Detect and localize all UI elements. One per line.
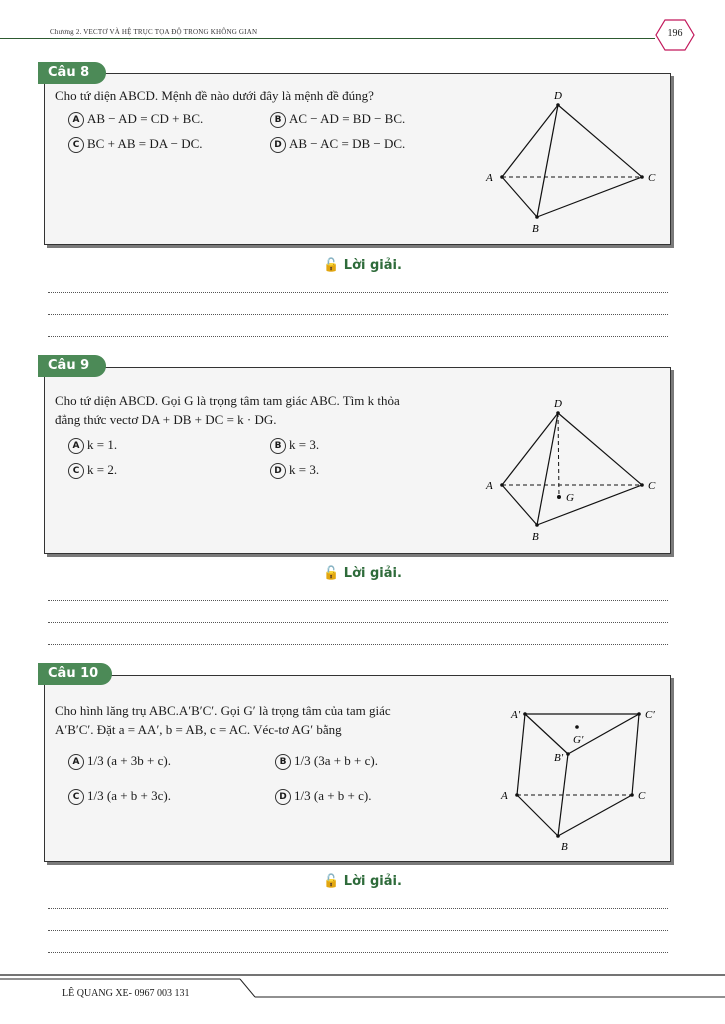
unlock-icon: 🔓	[323, 874, 340, 889]
label-g1: G′	[573, 734, 584, 746]
tetrahedron-figure-9	[480, 393, 660, 548]
vertex-b	[535, 523, 539, 527]
prism-figure-10	[495, 698, 665, 856]
edge-da	[502, 105, 558, 177]
option-text: k = 3.	[289, 437, 320, 452]
vertex-b	[535, 215, 539, 219]
vertex-a1	[523, 712, 527, 716]
option-text: BC + AB = DA − DC.	[87, 136, 203, 151]
solution-label: Lời giải.	[343, 874, 402, 889]
q8-option-a[interactable]	[68, 110, 203, 128]
label-c: C	[648, 480, 656, 492]
page-number: 196	[667, 28, 683, 39]
vertex-c	[640, 483, 644, 487]
edge-da	[502, 413, 558, 485]
answer-line	[48, 930, 668, 931]
label-d: D	[554, 90, 562, 102]
question-9-tag: Câu 9	[38, 355, 106, 377]
option-text: 1/3 (3a + b + c).	[294, 753, 378, 768]
answer-line	[48, 952, 668, 953]
vertex-a	[515, 793, 519, 797]
option-text: 1/3 (a + b + c).	[294, 788, 372, 803]
option-text: k = 2.	[87, 462, 118, 477]
edge-bc	[558, 795, 632, 836]
edge-ab	[517, 795, 558, 836]
solution-label: Lời giải.	[343, 258, 402, 273]
question-8-tag: Câu 8	[38, 62, 106, 84]
option-text: 1/3 (a + b + 3c).	[87, 788, 171, 803]
option-text: k = 1.	[87, 437, 118, 452]
vertex-c1	[637, 712, 641, 716]
answer-line	[48, 908, 668, 909]
question-9-stem-line1: Cho tứ diện ABCD. Gọi G là trọng tâm tam giác ABC. Tìm k thỏa	[55, 393, 400, 408]
chapter-header: Chương 2. VECTƠ VÀ HỆ TRỤC TỌA ĐỘ TRONG KHÔNG GIAN	[50, 28, 258, 36]
q9-option-d[interactable]	[270, 461, 319, 479]
option-badge: C	[68, 789, 84, 805]
edge-ab	[502, 177, 537, 217]
label-a: A	[486, 480, 493, 492]
label-c: C	[648, 172, 656, 184]
q9-option-c[interactable]	[68, 461, 117, 479]
label-c1: C′	[645, 709, 655, 721]
question-10-stem-line1: Cho hình lăng trụ ABC.A′B′C′. Gọi G′ là trọng tâm của tam giác	[55, 703, 391, 718]
answer-line	[48, 600, 668, 601]
footer-author: LÊ QUANG XE- 0967 003 131	[62, 988, 190, 999]
answer-line	[48, 644, 668, 645]
question-9-stem-line2: đẳng thức vectơ DA + DB + DC = k · DG.	[55, 412, 277, 427]
q9-option-a[interactable]	[68, 436, 117, 454]
vertex-a	[500, 483, 504, 487]
solution-label: Lời giải.	[343, 566, 402, 581]
point-g1	[575, 725, 579, 729]
edge-a1a	[517, 714, 525, 795]
label-b: B	[532, 531, 539, 543]
question-8-stem: Cho tứ diện ABCD. Mệnh đề nào dưới đây là mệnh đề đúng?	[55, 88, 374, 103]
label-d: D	[554, 398, 562, 410]
edge-dc	[558, 413, 642, 485]
answer-line	[48, 292, 668, 293]
question-10-stem-line2: A′B′C′. Đặt a = AA′, b = AB, c = AC. Véc-tơ AG′ bằng	[55, 722, 342, 737]
q9-option-b[interactable]	[270, 436, 319, 454]
option-badge: C	[68, 137, 84, 153]
option-text: AB − AC = DB − DC.	[289, 136, 406, 151]
edge-db	[537, 413, 558, 525]
edge-bc	[537, 177, 642, 217]
option-badge: A	[68, 754, 84, 770]
q10-option-c[interactable]	[68, 787, 171, 805]
question-10-tag: Câu 10	[38, 663, 112, 685]
label-b: B	[532, 223, 539, 235]
option-badge: A	[68, 112, 84, 128]
vertex-c	[640, 175, 644, 179]
edge-bc	[537, 485, 642, 525]
edge-db	[537, 105, 558, 217]
label-a: A	[486, 172, 493, 184]
option-badge: B	[270, 112, 286, 128]
solution-heading-9	[0, 566, 725, 581]
header-rule	[0, 38, 655, 39]
option-badge: A	[68, 438, 84, 454]
option-badge: B	[270, 438, 286, 454]
option-badge: D	[270, 463, 286, 479]
unlock-icon: 🔓	[323, 258, 340, 273]
q10-option-b[interactable]	[275, 752, 378, 770]
tetrahedron-figure-8	[480, 85, 660, 235]
edge-dc	[558, 105, 642, 177]
vertex-d	[556, 103, 560, 107]
point-g	[557, 495, 561, 499]
q8-option-d[interactable]	[270, 135, 405, 153]
label-g: G	[566, 492, 574, 504]
edge-c1c	[632, 714, 639, 795]
label-c: C	[638, 790, 646, 802]
vertex-b1	[566, 752, 570, 756]
segment-dg	[558, 413, 559, 497]
answer-line	[48, 314, 668, 315]
option-badge: D	[275, 789, 291, 805]
option-text: 1/3 (a + 3b + c).	[87, 753, 171, 768]
q10-option-d[interactable]	[275, 787, 371, 805]
solution-heading-10	[0, 874, 725, 889]
q8-option-c[interactable]	[68, 135, 203, 153]
label-b: B	[561, 841, 568, 853]
vertex-c	[630, 793, 634, 797]
option-badge: B	[275, 754, 291, 770]
option-badge: D	[270, 137, 286, 153]
solution-heading-8	[0, 258, 725, 273]
edge-a1b1	[525, 714, 568, 754]
option-text: AC − AD = BD − BC.	[289, 111, 406, 126]
label-a: A	[501, 790, 508, 802]
option-text: k = 3.	[289, 462, 320, 477]
q8-option-b[interactable]	[270, 110, 405, 128]
option-badge: C	[68, 463, 84, 479]
answer-line	[48, 336, 668, 337]
vertex-a	[500, 175, 504, 179]
label-a1: A′	[511, 709, 521, 721]
option-text: AB − AD = CD + BC.	[87, 111, 204, 126]
unlock-icon: 🔓	[323, 566, 340, 581]
label-b1: B′	[554, 752, 564, 764]
edge-ab	[502, 485, 537, 525]
vertex-b	[556, 834, 560, 838]
answer-line	[48, 622, 668, 623]
q10-option-a[interactable]	[68, 752, 171, 770]
vertex-d	[556, 411, 560, 415]
